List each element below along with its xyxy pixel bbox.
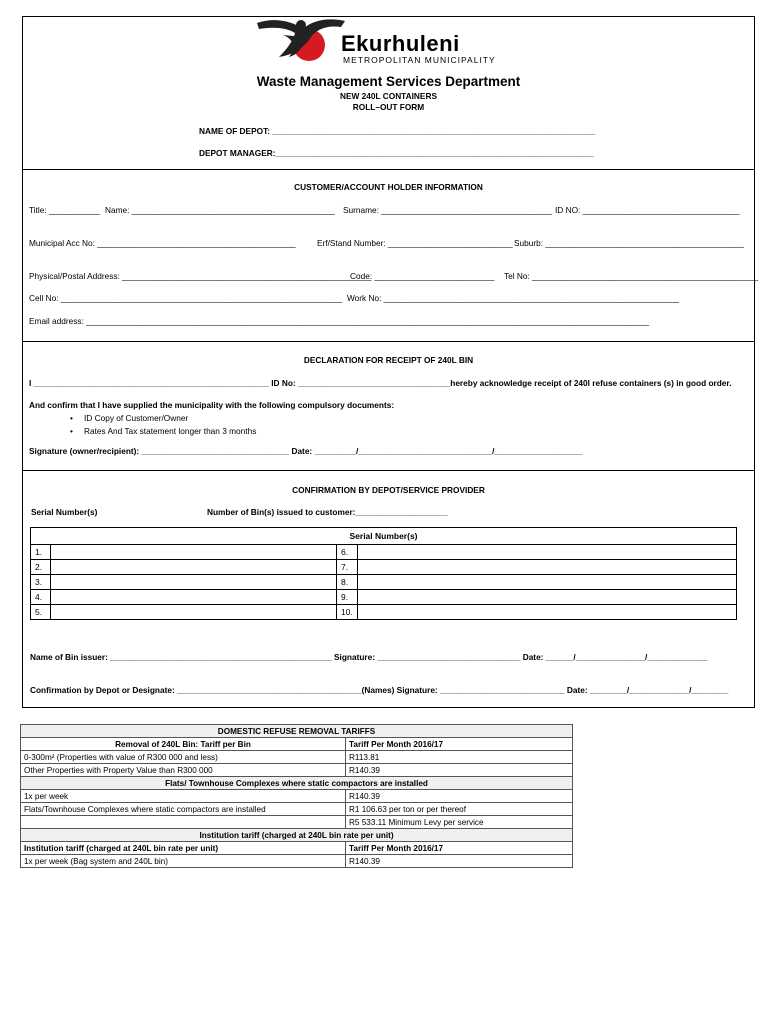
table-row [21,764,573,777]
suburb-field[interactable]: Suburb: ___________________________________________ [514,238,744,248]
header-section [22,16,755,170]
email-field[interactable]: Email address: __________________________________________________________________________________________________________________________ [29,316,650,326]
table-row [21,816,573,829]
work-field[interactable]: Work No: ________________________________________________________________ [347,293,680,303]
documents-list [68,412,256,437]
cell-field[interactable]: Cell No: _____________________________________________________________ [29,293,343,303]
tariff-cell [21,816,346,829]
tariff-cell: Other Properties with Property Value than R300 000 [21,764,346,777]
list-item: • ID Copy of Customer/Owner [68,412,256,425]
serial-num-label: 8. [337,575,358,590]
surname-field[interactable]: Surname: _____________________________________ [343,205,553,215]
tariff-col-header: Tariff Per Month 2016/17 [346,738,573,751]
bins-issued-field[interactable]: Number of Bin(s) issued to customer:____________________ [207,507,448,517]
serial-num-label: 3. [31,575,51,590]
tariff-heading: DOMESTIC REFUSE REMOVAL TARIFFS [21,725,573,738]
serial-input[interactable] [51,560,337,575]
bin-issuer-line[interactable]: Name of Bin issuer: ________________________________________________ Signature: _______________________________ Date: ______/_______________/_____________ [30,652,708,662]
table-row [21,829,573,842]
serial-input[interactable] [358,545,737,560]
declaration-heading: DECLARATION FOR RECEIPT OF 240L BIN [303,355,474,365]
page-title: Waste Management Services Department [256,74,521,89]
serial-num-label: 1. [31,545,51,560]
serial-input[interactable] [51,545,337,560]
logo-subtitle: METROPOLITAN MUNICIPALITY [343,55,496,65]
serial-num-label: 6. [337,545,358,560]
serial-input[interactable] [358,605,737,620]
code-field[interactable]: Code: __________________________ [350,271,495,281]
tariff-cell: R113.81 [346,751,573,764]
serial-input[interactable] [51,605,337,620]
acknowledge-line[interactable]: I ___________________________________________________ ID No: _________________________________hereby acknowledge receipt of 240l refuse containers (s) in good order. [29,378,732,388]
serial-input[interactable] [358,575,737,590]
subtitle-containers: NEW 240L CONTAINERS [340,91,437,101]
tariff-cell: R1 106.63 per ton or per thereof [346,803,573,816]
title-field[interactable]: Title: ___________ [29,205,100,215]
logo-name: Ekurhuleni [341,31,460,56]
table-row [31,575,737,590]
serial-num-label: 7. [337,560,358,575]
table-row [31,528,737,545]
tariff-table [20,724,573,868]
recipient-signature-line[interactable]: Signature (owner/recipient): ________________________________ Date: _________/_____________________________/___________________ [29,446,583,456]
serial-table-heading: Serial Number(s) [31,528,737,545]
table-row [31,560,737,575]
tariff-cell: Flats/Townhouse Complexes where static compactors are installed [21,803,346,816]
customer-heading: CUSTOMER/ACCOUNT HOLDER INFORMATION [294,182,483,192]
tariff-cell: R5 533.11 Minimum Levy per service [346,816,573,829]
serial-number-label: Serial Number(s) [31,507,98,517]
table-row [21,790,573,803]
id-number-field[interactable]: ID NO: __________________________________ [555,205,740,215]
municipal-account-field[interactable]: Municipal Acc No: ___________________________________________ [29,238,296,248]
table-row [21,803,573,816]
confirmation-heading: CONFIRMATION BY DEPOT/SERVICE PROVIDER [292,485,485,495]
depot-name-field[interactable]: NAME OF DEPOT: ______________________________________________________________________ [199,126,596,136]
customer-section [22,169,759,342]
tariff-cell: R140.39 [346,855,573,868]
table-row [21,738,573,751]
serial-num-label: 5. [31,605,51,620]
name-field[interactable]: Name: ____________________________________________ [105,205,335,215]
confirm-documents-text: And confirm that I have supplied the municipality with the following compulsory documents: [29,400,395,410]
address-field[interactable]: Physical/Postal Address: ______________________________________________________ [29,271,372,281]
tel-field[interactable]: Tel No: _________________________________________________ [504,271,759,281]
tariff-col-header: Institution tariff (charged at 240L bin rate per unit) [21,842,346,855]
tariff-band: Flats/ Townhouse Complexes where static compactors are installed [21,777,573,790]
serial-num-label: 9. [337,590,358,605]
table-row [21,855,573,868]
table-row [21,842,573,855]
serial-num-label: 2. [31,560,51,575]
table-row [31,590,737,605]
ekurhuleni-logo-icon [253,17,353,65]
table-row [21,725,573,738]
list-item: • Rates And Tax statement longer than 3 months [68,425,256,438]
declaration-section [22,341,755,471]
serial-input[interactable] [358,590,737,605]
table-row [21,777,573,790]
tariff-col-header: Removal of 240L Bin: Tariff per Bin [21,738,346,751]
depot-confirmation-line[interactable]: Confirmation by Depot or Designate: ________________________________________(Names) Signature: ___________________________ Date: ________/_____________/________ [30,685,729,695]
serial-input[interactable] [51,575,337,590]
depot-manager-field[interactable]: DEPOT MANAGER:_____________________________________________________________________ [199,148,594,158]
tariff-col-header: Tariff Per Month 2016/17 [346,842,573,855]
subtitle-form: ROLL–OUT FORM [352,102,425,112]
table-row [31,605,737,620]
serial-num-label: 4. [31,590,51,605]
tariff-cell: R140.39 [346,764,573,777]
table-row [31,545,737,560]
tariff-cell: 0-300m² (Properties with value of R300 000 and less) [21,751,346,764]
serial-input[interactable] [51,590,337,605]
table-row [21,751,573,764]
serial-number-table [30,527,737,620]
erf-number-field[interactable]: Erf/Stand Number: ___________________________ [317,238,513,248]
tariff-cell: 1x per week (Bag system and 240L bin) [21,855,346,868]
tariff-cell: R140.39 [346,790,573,803]
serial-num-label: 10. [337,605,358,620]
tariff-band: Institution tariff (charged at 240L bin rate per unit) [21,829,573,842]
tariff-cell: 1x per week [21,790,346,803]
serial-input[interactable] [358,560,737,575]
